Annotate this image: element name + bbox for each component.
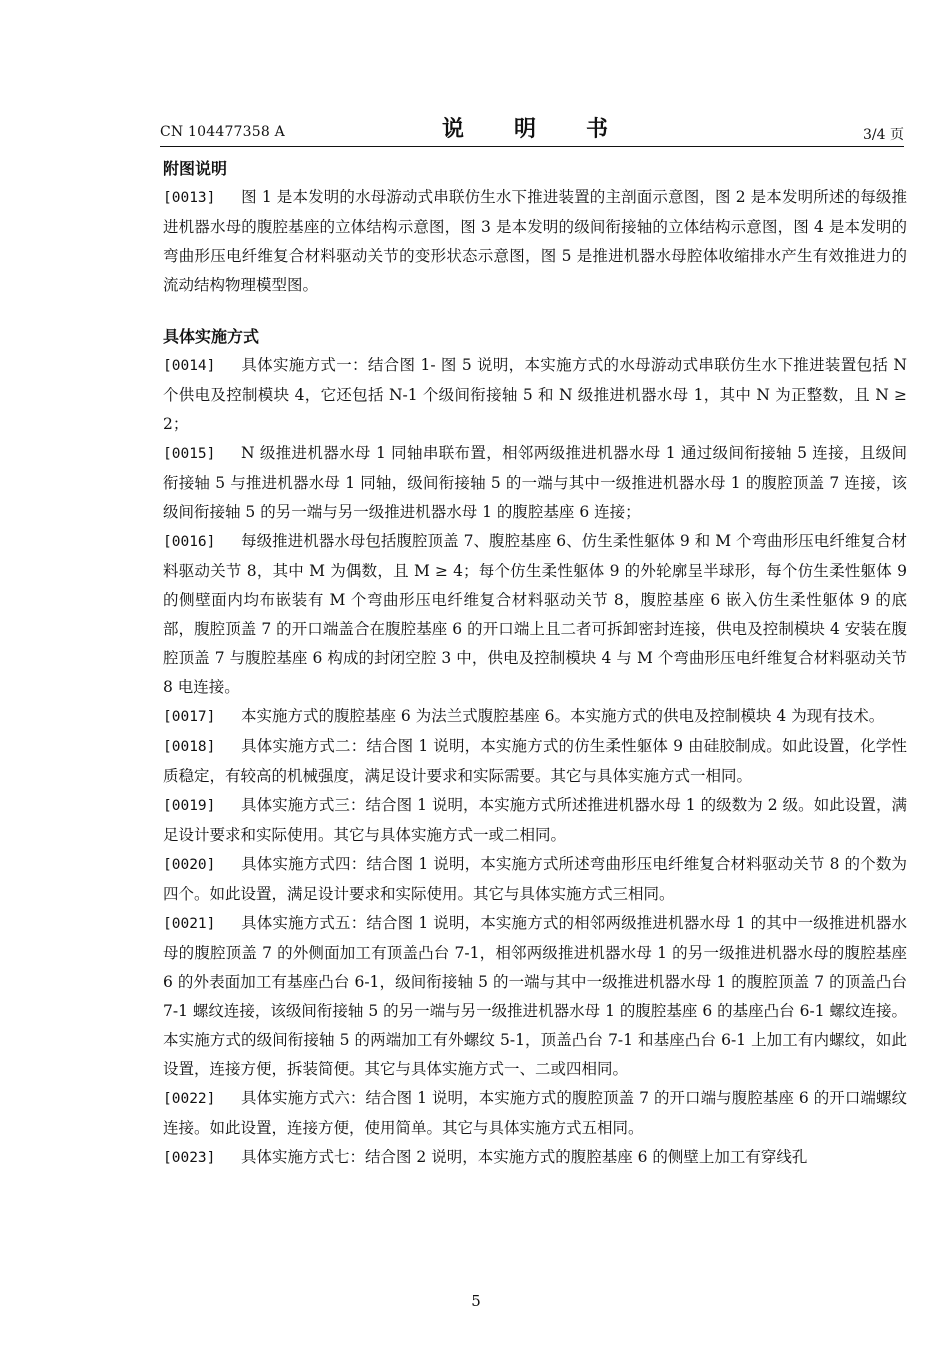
- paragraph-number: [0022]: [163, 1091, 216, 1107]
- paragraph-0015: [163, 439, 907, 527]
- paragraph-0023: [163, 1143, 907, 1173]
- paragraph-text: 具体实施方式五：结合图 1 说明，本实施方式的相邻两级推进机器水母 1 的其中一级推进机器水母的腹腔顶盖 7 的外侧面加工有顶盖凸台 7-1，相邻两级推进机器水母 1 的另一级推进机器水母的腹腔基座 6 的外表面加工有基座凸台 6-1，级间衔接轴 5 的一端与其中一级推进机器水母 1 的腹腔顶盖 7 的顶盖凸台 7-1 螺纹连接，该级间衔接轴 5 的另一端与另一级推进机器水母 1 的腹腔基座 6 的基座凸台 6-1 螺纹连接。本实施方式的级间衔接轴 5 的两端加工有外螺纹 5-1，顶盖凸台 7-1 和基座凸台 6-1 上加工有内螺纹，如此设置，连接方便，拆装简便。其它与具体实施方式一、二或四相同。: [163, 914, 907, 1078]
- paragraph-0021: [163, 909, 907, 1084]
- document-body: [163, 154, 907, 1173]
- section-heading-drawings: 附图说明: [163, 159, 228, 178]
- paragraph-number: [0013]: [163, 190, 216, 206]
- paragraph-number: [0023]: [163, 1150, 216, 1166]
- paragraph-number: [0016]: [163, 534, 216, 550]
- paragraph-number: [0017]: [163, 709, 216, 725]
- paragraph-number: [0015]: [163, 446, 216, 462]
- paragraph-number: [0020]: [163, 857, 216, 873]
- section-heading-embodiments: 具体实施方式: [163, 327, 260, 346]
- paragraph-text: N 级推进机器水母 1 同轴串联布置，相邻两级推进机器水母 1 通过级间衔接轴 5 连接，且级间衔接轴 5 与推进机器水母 1 同轴，级间衔接轴 5 的一端与其中一级推进机器水母 1 的腹腔顶盖 7 连接，该级间衔接轴 5 的另一端与另一级推进机器水母 1 的腹腔基座 6 连接；: [163, 444, 907, 521]
- document-number: CN 104477358 A: [160, 124, 285, 140]
- paragraph-0018: [163, 732, 907, 791]
- section-gap: [163, 300, 907, 322]
- paragraph-0014: [163, 351, 907, 439]
- paragraph-text: 每级推进机器水母包括腹腔顶盖 7、腹腔基座 6、仿生柔性躯体 9 和 M 个弯曲形压电纤维复合材料驱动关节 8，其中 M 为偶数，且 M ≥ 4；每个仿生柔性躯体 9 的外轮廓呈半球形，每个仿生柔性躯体 9 的侧壁面内均布嵌装有 M 个弯曲形压电纤维复合材料驱动关节 8，腹腔基座 6 嵌入仿生柔性躯体 9 的底部，腹腔顶盖 7 的开口端盖合在腹腔基座 6 的开口端上且二者可拆卸密封连接，供电及控制模块 4 安装在腹腔顶盖 7 与腹腔基座 6 构成的封闭空腔 3 中，供电及控制模块 4 与 M 个弯曲形压电纤维复合材料驱动关节 8 电连接。: [163, 532, 907, 696]
- paragraph-0022: [163, 1084, 907, 1143]
- header-rule: [160, 146, 904, 147]
- paragraph-0020: [163, 850, 907, 909]
- paragraph-text: 具体实施方式二：结合图 1 说明，本实施方式的仿生柔性躯体 9 由硅胶制成。如此设置，化学性质稳定，有较高的机械强度，满足设计要求和实际需要。其它与具体实施方式一相同。: [163, 737, 907, 785]
- paragraph-text: 本实施方式的腹腔基座 6 为法兰式腹腔基座 6。本实施方式的供电及控制模块 4 为现有技术。: [241, 707, 885, 725]
- page-indicator: 3/4 页: [863, 127, 904, 143]
- paragraph-number: [0014]: [163, 358, 216, 374]
- paragraph-text: 具体实施方式四：结合图 1 说明，本实施方式所述弯曲形压电纤维复合材料驱动关节 8 的个数为四个。如此设置，满足设计要求和实际使用。其它与具体实施方式三相同。: [163, 855, 907, 903]
- paragraph-text: 图 1 是本发明的水母游动式串联仿生水下推进装置的主剖面示意图，图 2 是本发明所述的每级推进机器水母的腹腔基座的立体结构示意图，图 3 是本发明的级间衔接轴的立体结构示意图，图 4 是本发明的弯曲形压电纤维复合材料驱动关节的变形状态示意图，图 5 是推进机器水母腔体收缩排水产生有效推进力的流动结构物理模型图。: [163, 188, 907, 294]
- paragraph-number: [0018]: [163, 739, 216, 755]
- page-header: [160, 112, 904, 146]
- paragraph-0019: [163, 791, 907, 850]
- paragraph-0017: [163, 702, 907, 732]
- paragraph-text: 具体实施方式一：结合图 1- 图 5 说明，本实施方式的水母游动式串联仿生水下推进装置包括 N 个供电及控制模块 4，它还包括 N-1 个级间衔接轴 5 和 N 级推进机器水母 1，其中 N 为正整数，且 N ≥ 2；: [163, 356, 907, 433]
- paragraph-number: [0019]: [163, 798, 216, 814]
- paragraph-0016: [163, 527, 907, 702]
- paragraph-number: [0021]: [163, 916, 216, 932]
- paragraph-text: 具体实施方式六：结合图 1 说明，本实施方式的腹腔顶盖 7 的开口端与腹腔基座 6 的开口端螺纹连接。如此设置，连接方便，使用简单。其它与具体实施方式五相同。: [163, 1089, 907, 1137]
- paragraph-0013: [163, 183, 907, 300]
- paragraph-text: 具体实施方式三：结合图 1 说明，本实施方式所述推进机器水母 1 的级数为 2 级。如此设置，满足设计要求和实际使用。其它与具体实施方式一或二相同。: [163, 796, 907, 844]
- document-title: 说 明 书: [441, 116, 622, 142]
- paragraph-text: 具体实施方式七：结合图 2 说明，本实施方式的腹腔基座 6 的侧壁上加工有穿线孔: [241, 1148, 808, 1166]
- page-number: 5: [471, 1292, 481, 1310]
